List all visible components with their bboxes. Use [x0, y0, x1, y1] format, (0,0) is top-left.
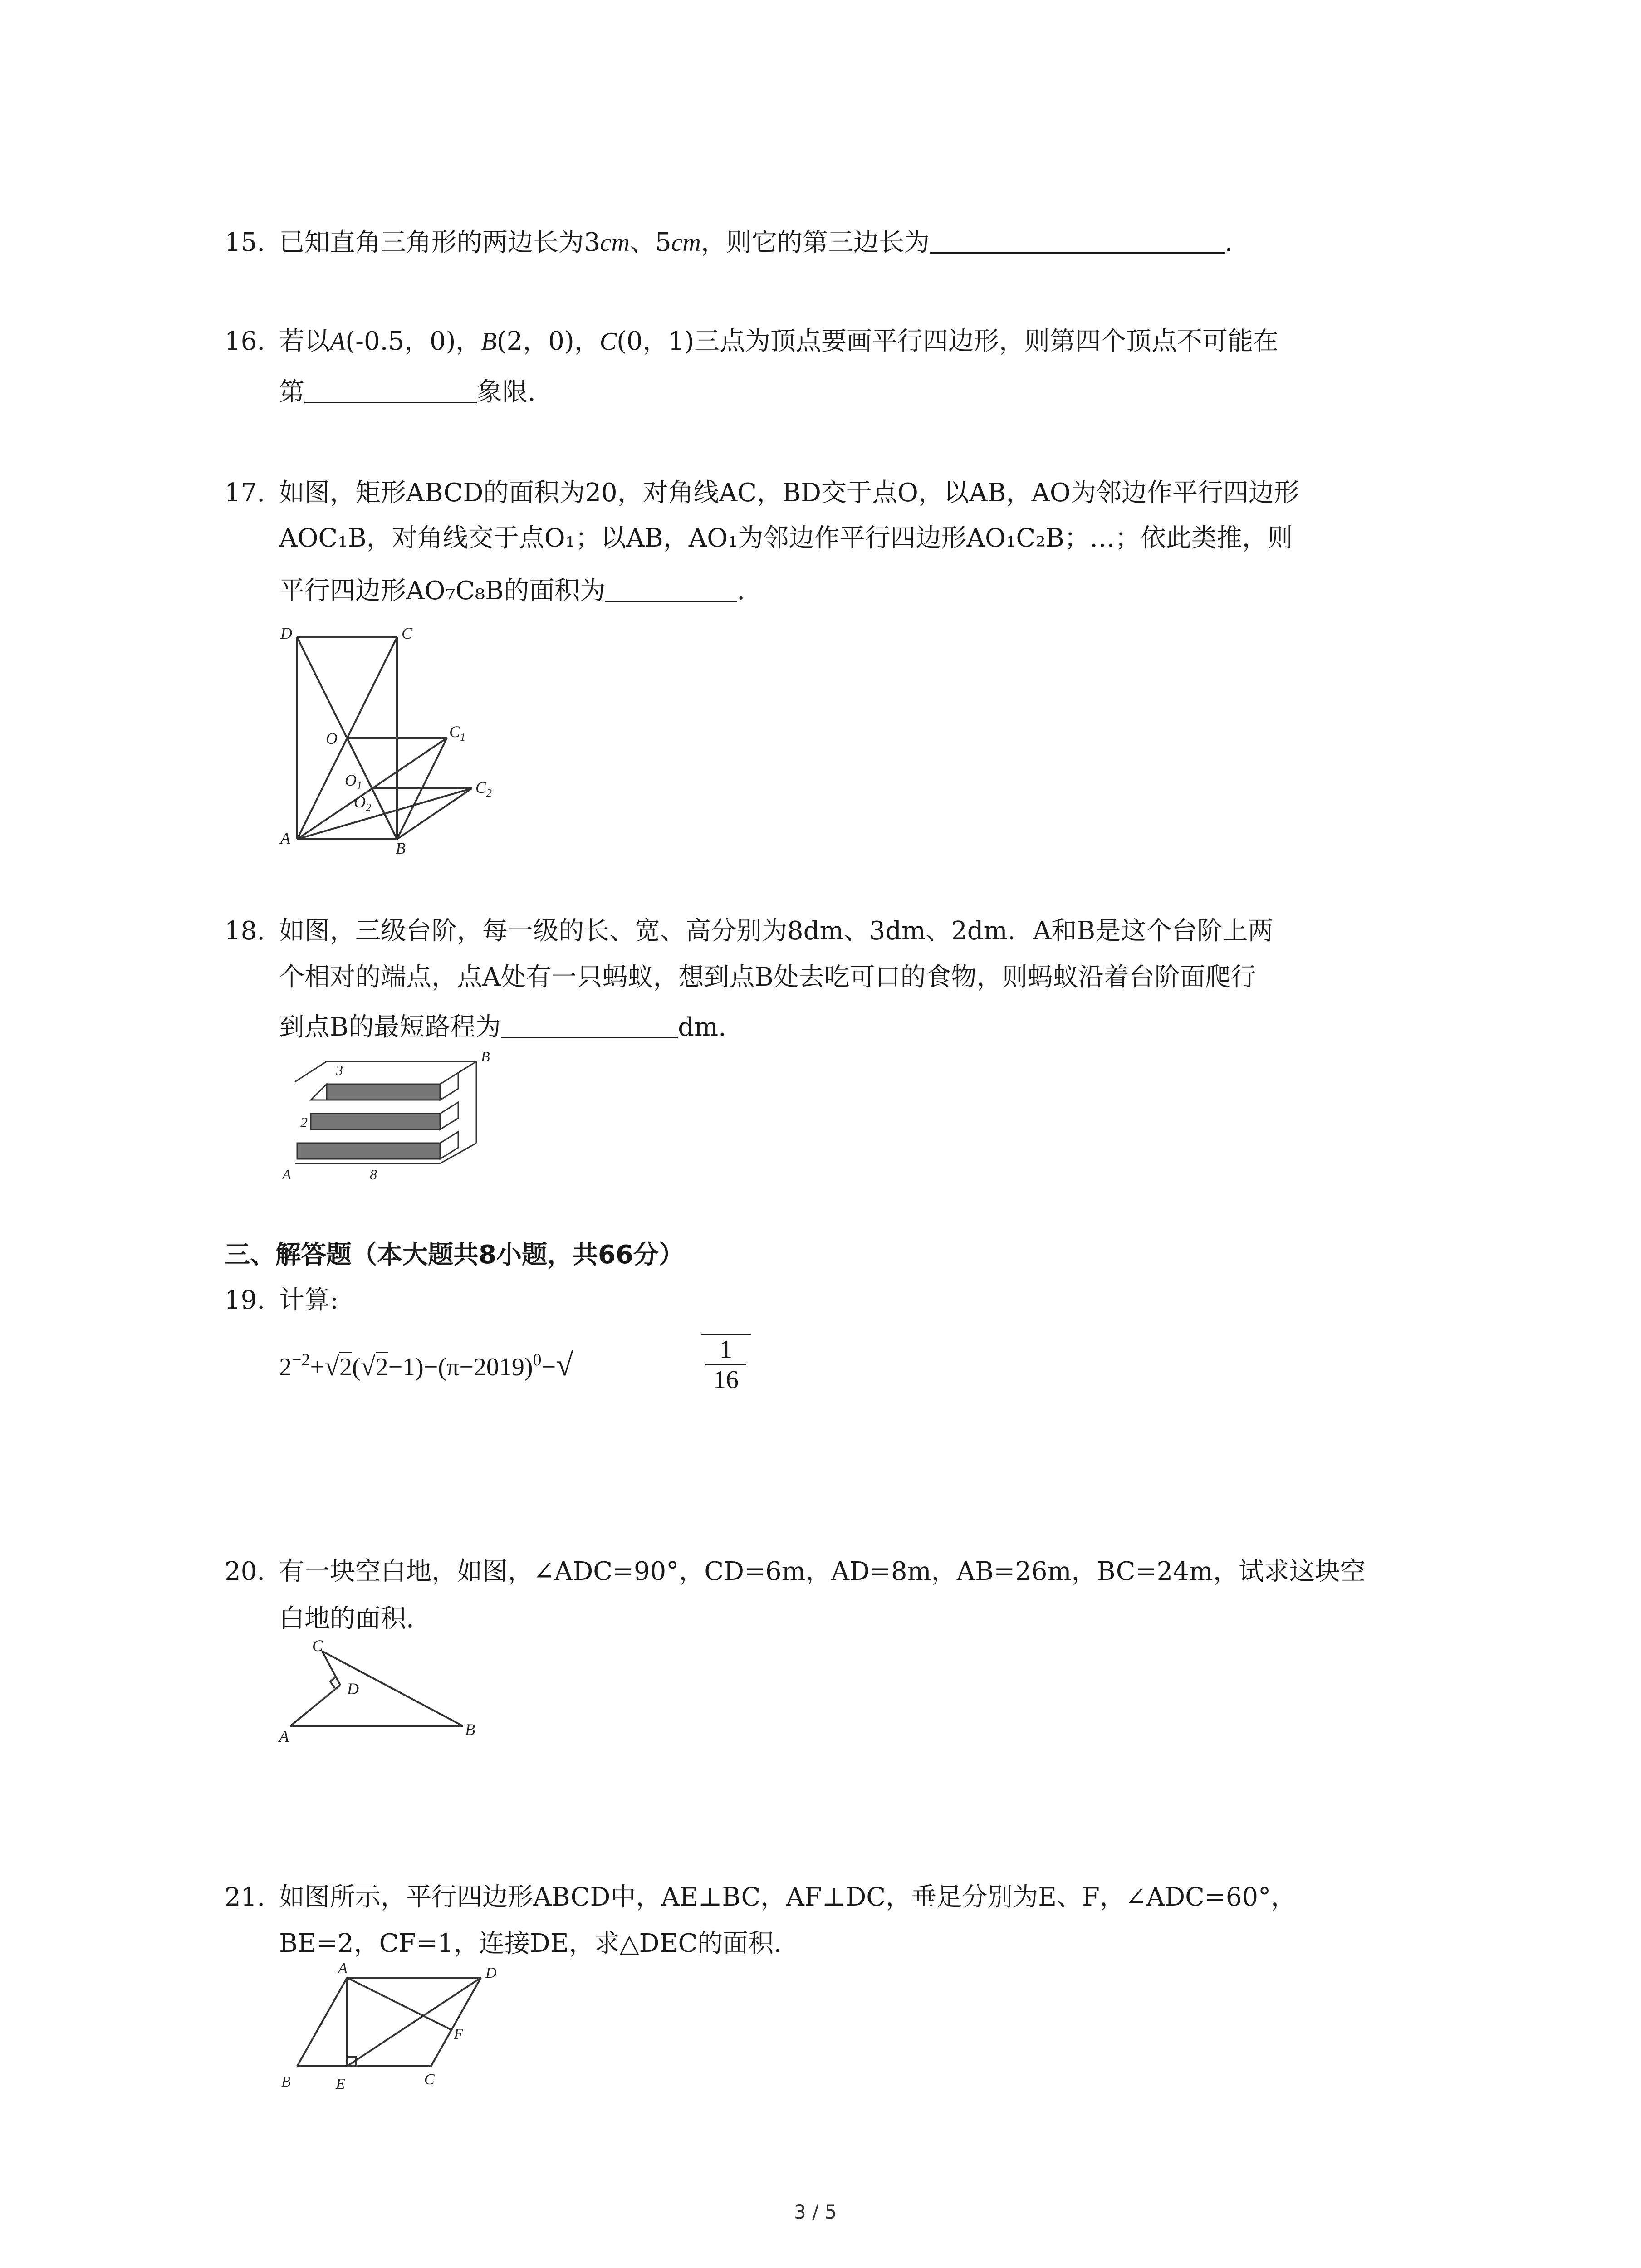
- label-A: A: [280, 829, 290, 847]
- quadrilateral-figure: [272, 1633, 490, 1755]
- label-B: B: [481, 1048, 490, 1065]
- label-B: B: [465, 1721, 475, 1739]
- question-number: 17.: [225, 478, 265, 508]
- label-D: D: [280, 624, 292, 642]
- label-8: 8: [370, 1166, 377, 1183]
- question-17-line-2: AOC₁B，对角线交于点O₁；以AB，AO₁为邻边作平行四边形AO₁C₂B；…；依此类推，则: [279, 523, 1293, 553]
- label-O2: $O_2$: [354, 793, 371, 814]
- question-18-line-2: 个相对的端点，点A处有一只蚂蚁，想到点B处去吃可口的食物，则蚂蚁沿着台阶面爬行: [279, 963, 1256, 992]
- label-B: B: [281, 2073, 291, 2090]
- question-number: 18.: [225, 916, 265, 946]
- question-18-line-3: 到点B的最短路程为 dm.: [279, 1012, 726, 1042]
- label-F: F: [454, 2026, 463, 2043]
- label-O1: $O_1$: [345, 771, 362, 792]
- question-number: 15.: [225, 228, 265, 257]
- answer-blank[interactable]: [501, 1015, 678, 1038]
- question-17-line-3: 平行四边形AO₇C₈B的面积为 .: [279, 576, 745, 606]
- question-number: 19.: [225, 1286, 265, 1315]
- question-21-line-1: 如图所示，平行四边形ABCD中，AE⊥BC，AF⊥DC，垂足分别为E、F，∠ADC=60°，: [279, 1882, 1297, 1912]
- question-17-line-1: 如图，矩形ABCD的面积为20，对角线AC，BD交于点O，以AB，AO为邻边作平行四边形: [279, 478, 1299, 508]
- label-B: B: [396, 839, 406, 857]
- question-number: 16.: [225, 327, 265, 356]
- label-C1: $C_1$: [449, 723, 466, 743]
- answer-blank[interactable]: [304, 380, 477, 403]
- question-21-line-2: BE=2，CF=1，连接DE，求△DEC的面积.: [279, 1929, 782, 1958]
- question-16-line-1: 若以A(-0.5，0)，B(2，0)，C(0，1)三点为顶点要画平行四边形，则第四个顶点不可能在: [279, 327, 1279, 356]
- section-heading: 三、解答题（本大题共8小题，共66分）: [225, 1240, 684, 1270]
- question-20-line-2: 白地的面积.: [279, 1604, 414, 1633]
- staircase-figure: [277, 1048, 531, 1184]
- question-number: 20.: [225, 1557, 265, 1586]
- question-18-line-1: 如图，三级台阶，每一级的长、宽、高分别为8dm、3dm、2dm．A和B是这个台阶上两: [279, 916, 1274, 946]
- label-D: D: [347, 1680, 359, 1698]
- question-15-text: 已知直角三角形的两边长为3cm、5cm，则它的第三边长为 .: [279, 228, 1233, 257]
- answer-blank[interactable]: [605, 579, 737, 602]
- question-16-line-2: 第 象限.: [279, 377, 536, 407]
- label-D: D: [485, 1965, 497, 1981]
- label-A: A: [338, 1960, 348, 1977]
- page-number: 3 / 5: [794, 2201, 837, 2223]
- label-3: 3: [336, 1062, 343, 1078]
- parallelogram-figure: [272, 1960, 526, 2096]
- answer-blank[interactable]: [930, 230, 1225, 254]
- question-20-line-1: 有一块空白地，如图，∠ADC=90°，CD=6m，AD=8m，AB=26m，BC=24m，试求这块空: [279, 1557, 1366, 1586]
- label-C2: $C_2$: [475, 778, 492, 799]
- label-A: A: [282, 1166, 291, 1183]
- rectangle-parallelogram-figure: [272, 621, 526, 857]
- label-A: A: [279, 1727, 289, 1745]
- label-2: 2: [300, 1114, 308, 1130]
- label-C: C: [424, 2071, 435, 2088]
- label-E: E: [336, 2076, 345, 2092]
- label-C: C: [402, 624, 413, 642]
- label-C: C: [312, 1637, 323, 1655]
- question-19-text: 计算:: [279, 1286, 338, 1315]
- label-O: O: [326, 729, 338, 748]
- question-number: 21.: [225, 1882, 265, 1912]
